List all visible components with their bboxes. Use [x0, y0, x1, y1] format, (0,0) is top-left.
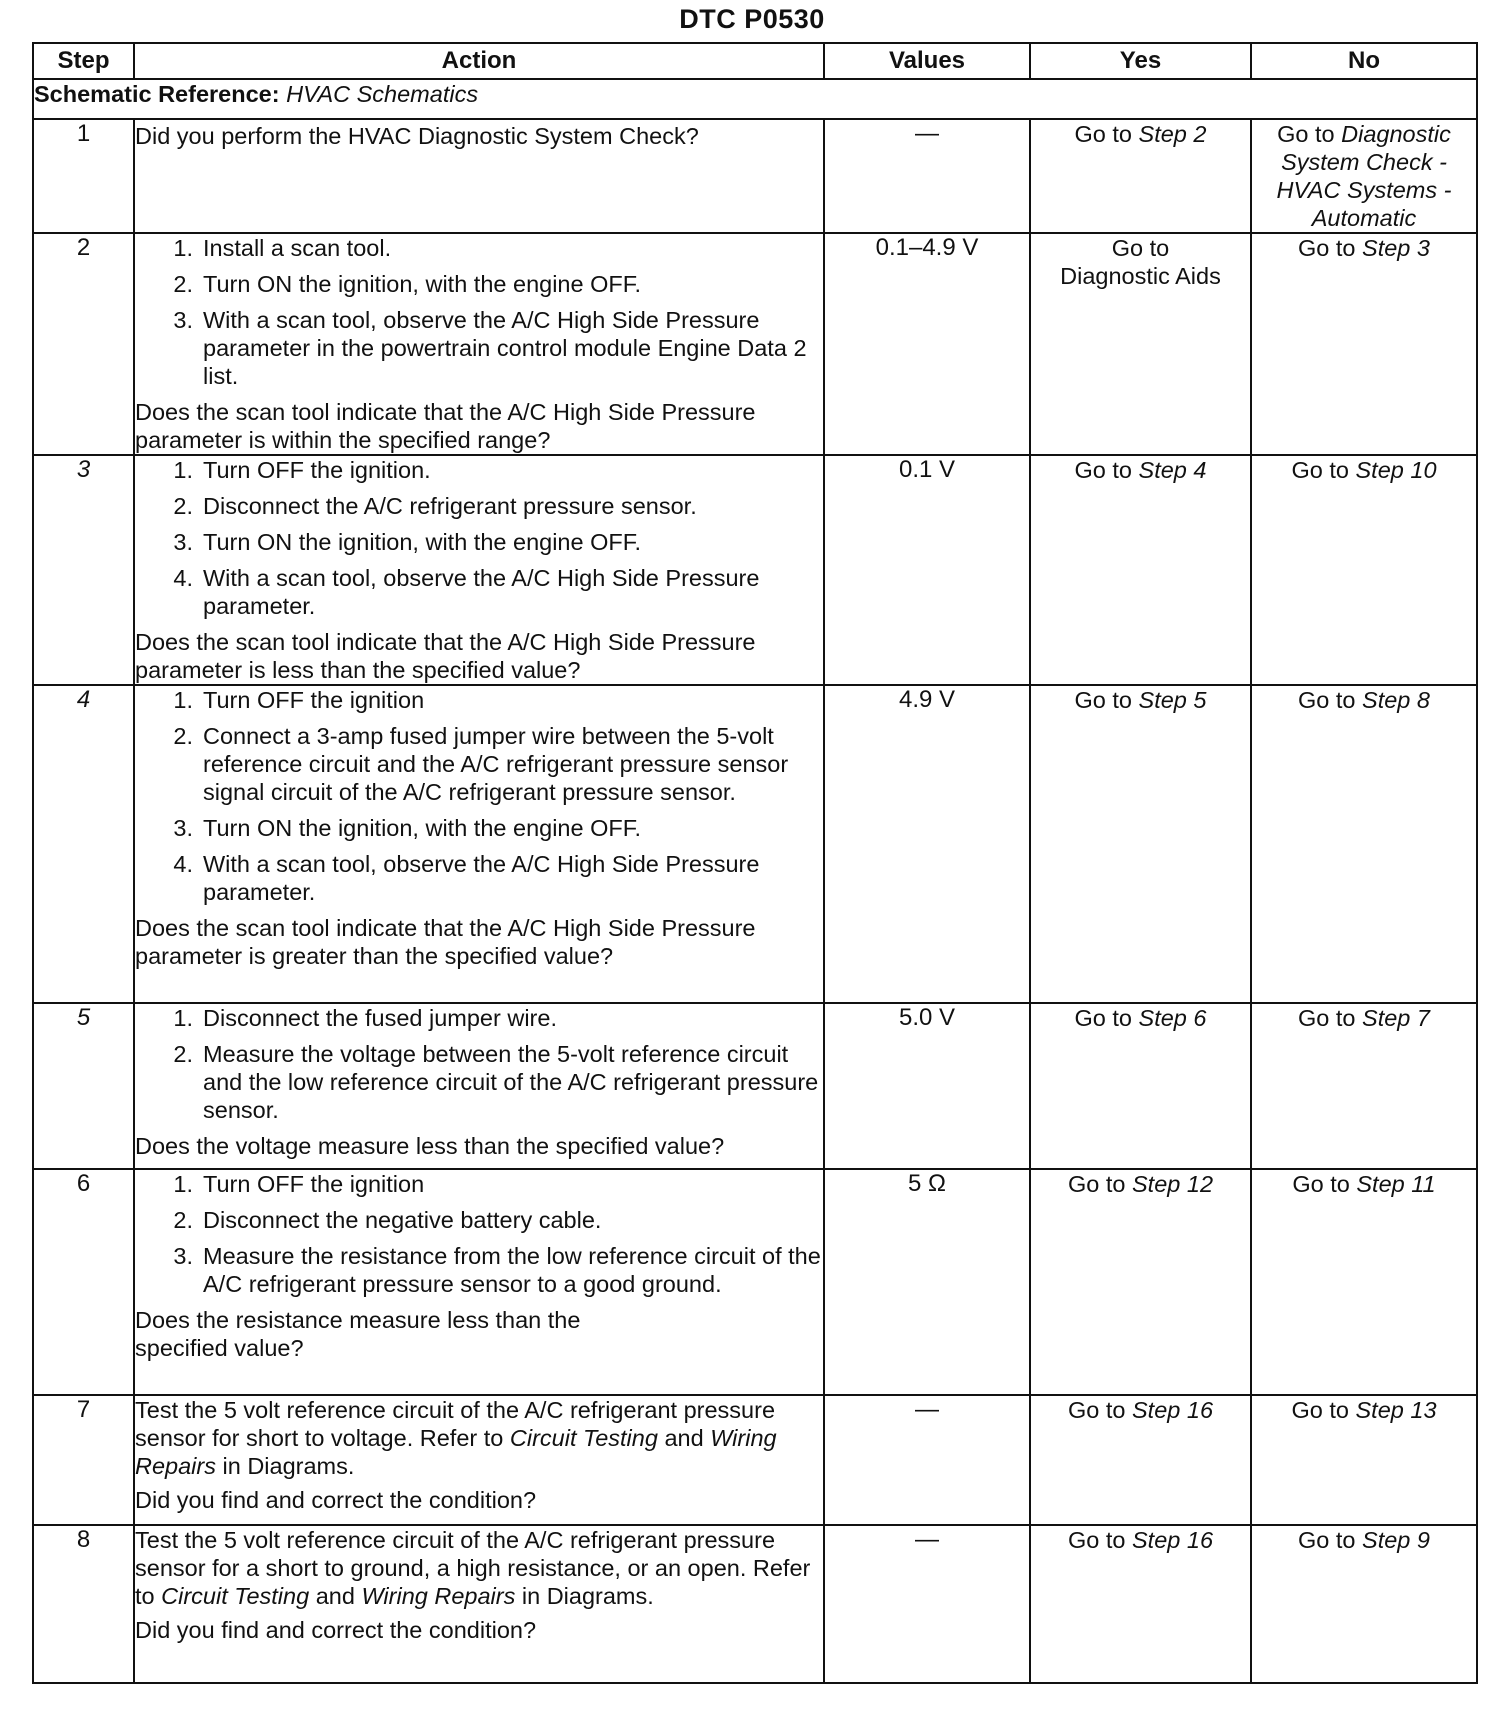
yes-link[interactable]: Step 4: [1138, 457, 1207, 483]
yes-link[interactable]: Step 12: [1132, 1171, 1214, 1197]
no-prefix: Go to: [1277, 121, 1342, 147]
action-question: Does the voltage measure less than the specified value?: [135, 1133, 725, 1159]
yes-cell: [1030, 1395, 1251, 1525]
table-row: [33, 1003, 1477, 1169]
step-number: 1: [33, 119, 134, 233]
no-link[interactable]: Step 10: [1355, 457, 1437, 483]
step-number: 7: [33, 1395, 134, 1525]
yes-link[interactable]: Step 6: [1138, 1005, 1207, 1031]
step-number: 5: [33, 1003, 134, 1169]
no-prefix: Go to: [1291, 1397, 1356, 1423]
action-cell: [134, 233, 824, 455]
value-cell: 5 Ω: [824, 1169, 1030, 1395]
step-number: 8: [33, 1525, 134, 1683]
value-cell: —: [824, 119, 1030, 233]
value-cell: 5.0 V: [824, 1003, 1030, 1169]
no-prefix: Go to: [1298, 235, 1363, 261]
yes-prefix: Go to: [1067, 1171, 1132, 1197]
action-cell: [134, 455, 824, 685]
header-values: Values: [824, 43, 1030, 79]
yes-prefix: Go to: [1067, 1397, 1132, 1423]
schematic-reference: [33, 79, 1477, 119]
wiring-repairs-link[interactable]: Wiring Repairs: [135, 1425, 777, 1479]
yes-cell: [1030, 1525, 1251, 1683]
no-link[interactable]: Step 7: [1362, 1005, 1430, 1031]
no-link[interactable]: Step 8: [1362, 687, 1430, 713]
diagnostic-table: [32, 42, 1478, 1684]
list-item: 1. Turn OFF the ignition: [173, 687, 425, 713]
table-row: [33, 119, 1477, 233]
list-item: 2. Connect a 3-amp fused jumper wire between the 5-volt reference circuit and the A/C refrigerant pressure sensor signal circuit of the A/C refrigerant pressure sensor.: [173, 723, 789, 805]
yes-cell: [1030, 1169, 1251, 1395]
list-item: 4. With a scan tool, observe the A/C High Side Pressure parameter.: [173, 851, 760, 905]
list-item: 3. With a scan tool, observe the A/C High Side Pressure parameter in the powertrain control module Engine Data 2 list.: [173, 307, 807, 389]
value-cell: 4.9 V: [824, 685, 1030, 1003]
yes-cell: [1030, 1003, 1251, 1169]
yes-prefix: Go to: [1074, 121, 1139, 147]
step-number: 2: [33, 233, 134, 455]
action-cell: [134, 1525, 824, 1683]
list-item: 1. Install a scan tool.: [173, 235, 392, 261]
yes-cell: [1030, 233, 1251, 455]
list-item: 2. Turn ON the ignition, with the engine OFF.: [173, 271, 642, 297]
yes-link[interactable]: Step 2: [1138, 121, 1207, 147]
list-item: 3. Turn ON the ignition, with the engine OFF.: [173, 815, 642, 841]
list-item: 2. Disconnect the A/C refrigerant pressure sensor.: [173, 493, 697, 519]
no-cell: [1251, 685, 1477, 1003]
step-number: 6: [33, 1169, 134, 1395]
table-row: [33, 1395, 1477, 1525]
action-steps: [135, 456, 823, 620]
no-link[interactable]: Step 9: [1362, 1527, 1430, 1553]
header-row: [33, 43, 1477, 79]
no-link[interactable]: Step 3: [1362, 235, 1430, 261]
action-question: Does the scan tool indicate that the A/C High Side Pressure parameter is greater than the specified value?: [135, 915, 756, 969]
no-cell: [1251, 119, 1477, 233]
action-question: Does the scan tool indicate that the A/C High Side Pressure parameter is less than the specified value?: [135, 629, 756, 683]
action-steps: [135, 1170, 823, 1298]
value-cell: 0.1 V: [824, 455, 1030, 685]
schematic-label: Schematic Reference:: [34, 81, 287, 107]
yes-prefix: Go to: [1074, 1005, 1139, 1031]
no-link[interactable]: Step 11: [1356, 1171, 1436, 1197]
no-cell: [1251, 1003, 1477, 1169]
circuit-testing-link[interactable]: Circuit Testing: [161, 1583, 310, 1609]
action-question: Does the resistance measure less than the specified value?: [135, 1307, 581, 1361]
header-no: No: [1251, 43, 1477, 79]
action-steps: [135, 686, 823, 906]
action-paragraph: Test the 5 volt reference circuit of the A/C refrigerant pressure sensor for a short to ground, a high resistance, or an open. Refer to Circuit Testing and Wiring Repairs in Diagrams.: [135, 1527, 811, 1609]
no-prefix: Go to: [1298, 1005, 1363, 1031]
table-row: [33, 1525, 1477, 1683]
no-cell: [1251, 1395, 1477, 1525]
list-item: 3. Turn ON the ignition, with the engine OFF.: [173, 529, 642, 555]
yes-link[interactable]: Diagnostic Aids: [1060, 263, 1221, 289]
circuit-testing-link[interactable]: Circuit Testing: [509, 1425, 658, 1451]
action-cell: [134, 1169, 824, 1395]
table-row: [33, 233, 1477, 455]
action-cell: [134, 685, 824, 1003]
list-item: 3. Measure the resistance from the low reference circuit of the A/C refrigerant pressure sensor to a good ground.: [173, 1243, 821, 1297]
action-steps: [135, 234, 823, 390]
list-item: 1. Turn OFF the ignition.: [173, 457, 431, 483]
yes-cell: [1030, 455, 1251, 685]
no-cell: [1251, 1169, 1477, 1395]
yes-prefix: Go to: [1074, 457, 1139, 483]
action-cell: [134, 1395, 824, 1525]
no-prefix: Go to: [1298, 1527, 1363, 1553]
action-question: Did you perform the HVAC Diagnostic System Check?: [135, 123, 699, 149]
table-row: [33, 455, 1477, 685]
action-question: Did you find and correct the condition?: [135, 1487, 537, 1513]
yes-link[interactable]: Step 16: [1132, 1397, 1214, 1423]
header-step: Step: [33, 43, 134, 79]
yes-prefix: Go to: [1067, 1527, 1132, 1553]
no-cell: [1251, 455, 1477, 685]
step-number: 3: [33, 455, 134, 685]
action-question: Did you find and correct the condition?: [135, 1617, 537, 1643]
page-title: DTC P0530: [679, 4, 825, 34]
table-row: [33, 1169, 1477, 1395]
value-cell: 0.1–4.9 V: [824, 233, 1030, 455]
header-yes: Yes: [1030, 43, 1251, 79]
wiring-repairs-link[interactable]: Wiring Repairs: [361, 1583, 516, 1609]
yes-prefix: Go to: [1074, 687, 1139, 713]
action-cell: [134, 119, 824, 233]
yes-cell: [1030, 119, 1251, 233]
header-action: Action: [134, 43, 824, 79]
action-paragraph: Test the 5 volt reference circuit of the A/C refrigerant pressure sensor for short to voltage. Refer to Circuit Testing and Wiring Repairs in Diagrams.: [135, 1397, 777, 1479]
list-item: 4. With a scan tool, observe the A/C High Side Pressure parameter.: [173, 565, 760, 619]
yes-link[interactable]: Step 16: [1132, 1527, 1214, 1553]
no-cell: [1251, 1525, 1477, 1683]
step-number: 4: [33, 685, 134, 1003]
no-prefix: Go to: [1292, 1171, 1357, 1197]
action-question: Does the scan tool indicate that the A/C High Side Pressure parameter is within the specified range?: [135, 399, 756, 453]
yes-cell: [1030, 685, 1251, 1003]
list-item: 2. Measure the voltage between the 5-volt reference circuit and the low reference circuit of the A/C refrigerant pressure sensor.: [173, 1041, 819, 1123]
no-cell: [1251, 233, 1477, 455]
value-cell: —: [824, 1395, 1030, 1525]
value-cell: —: [824, 1525, 1030, 1683]
no-prefix: Go to: [1291, 457, 1356, 483]
schematic-reference-row: [33, 79, 1477, 119]
yes-link[interactable]: Step 5: [1138, 687, 1207, 713]
no-prefix: Go to: [1298, 687, 1363, 713]
table-row: [33, 685, 1477, 1003]
yes-prefix: Go to: [1111, 235, 1170, 261]
schematic-link[interactable]: HVAC Schematics: [286, 81, 479, 107]
no-link[interactable]: Step 13: [1355, 1397, 1437, 1423]
list-item: 2. Disconnect the negative battery cable.: [173, 1207, 602, 1233]
list-item: 1. Disconnect the fused jumper wire.: [173, 1005, 557, 1031]
list-item: 1. Turn OFF the ignition: [173, 1171, 425, 1197]
action-steps: [135, 1004, 823, 1124]
action-cell: [134, 1003, 824, 1169]
no-link[interactable]: Diagnostic System Check - HVAC Systems - Automatic: [1276, 121, 1452, 231]
